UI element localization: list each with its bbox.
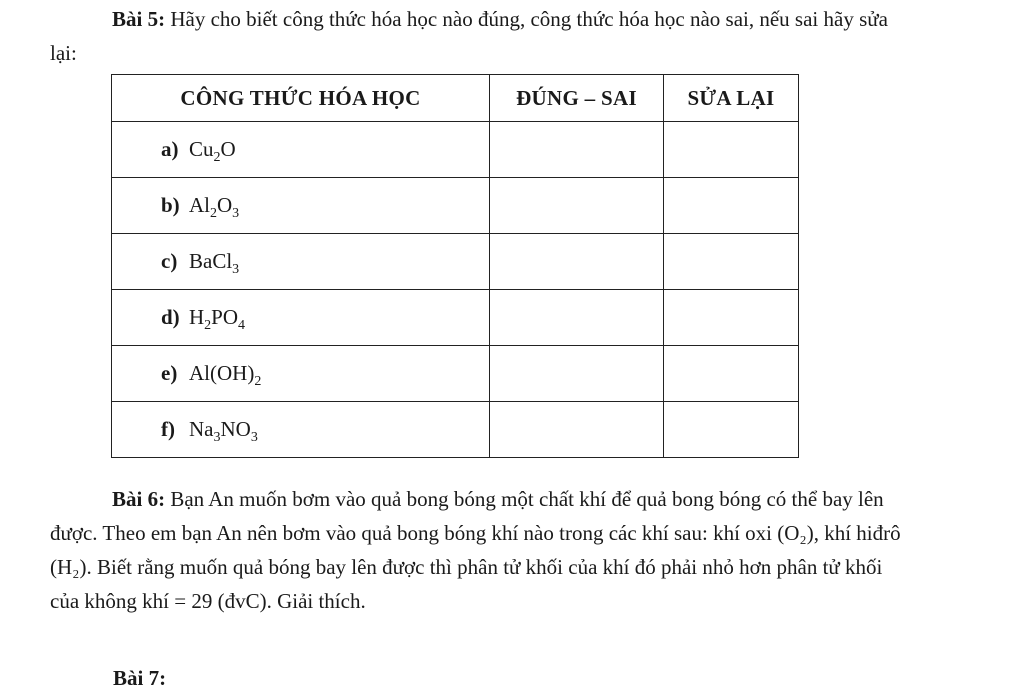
formula-cell bbox=[112, 178, 490, 234]
exercise-5-text: Hãy cho biết công thức hóa học nào đúng, công thức hóa học nào sai, nếu sai hãy sửa lại: bbox=[50, 7, 888, 65]
table-row bbox=[112, 346, 799, 402]
table-row bbox=[112, 122, 799, 178]
right-wrong-cell[interactable] bbox=[490, 290, 664, 346]
correction-cell[interactable] bbox=[664, 346, 799, 402]
formula-cell bbox=[112, 234, 490, 290]
chemical-formula: BaCl$_3$ bbox=[189, 249, 240, 277]
table-row bbox=[112, 234, 799, 290]
header-right-wrong: ĐÚNG – SAI bbox=[490, 75, 664, 122]
right-wrong-cell[interactable] bbox=[490, 346, 664, 402]
table-row bbox=[112, 290, 799, 346]
exercise-5-label: Bài 5: bbox=[112, 7, 166, 31]
header-formula: CÔNG THỨC HÓA HỌC bbox=[112, 75, 490, 122]
row-letter: f) bbox=[161, 417, 175, 441]
row-letter: a) bbox=[161, 137, 179, 161]
row-letter: d) bbox=[161, 305, 180, 329]
chemical-formula: $Al_2O_3$ bbox=[189, 193, 240, 221]
formula-cell bbox=[112, 290, 490, 346]
row-letter: b) bbox=[161, 193, 180, 217]
formula-cell bbox=[112, 402, 490, 458]
right-wrong-cell[interactable] bbox=[490, 178, 664, 234]
row-letter: e) bbox=[161, 361, 178, 385]
correction-cell[interactable] bbox=[664, 178, 799, 234]
right-wrong-cell[interactable] bbox=[490, 122, 664, 178]
chemical-formula: $Cu_2O$ bbox=[189, 137, 236, 165]
exercise-6-text: Bạn An muốn bơm vào quả bong bóng một chất khí để quả bong bóng có thể bay lên được. Theo em bạn An nên bơm vào quả bong bóng khí nào trong các khí sau: khí oxi (O₂), khí hiđrô (H₂). Biết rằng muốn quả bóng bay lên được thì phân tử khối của khí đó phải nhỏ hơn phân tử khối của không khí = 29 (đvC). Giải thích. bbox=[50, 487, 901, 613]
table-row bbox=[112, 178, 799, 234]
exercise-6 bbox=[50, 482, 910, 618]
chemical-formula: $Al(OH)_2$ bbox=[189, 361, 262, 389]
chemical-formula: $H_2PO_4$ bbox=[189, 305, 246, 333]
formula-table bbox=[111, 74, 799, 458]
header-correction: SỬA LẠI bbox=[664, 75, 799, 122]
correction-cell[interactable] bbox=[664, 234, 799, 290]
correction-cell[interactable] bbox=[664, 122, 799, 178]
right-wrong-cell[interactable] bbox=[490, 234, 664, 290]
formula-cell bbox=[112, 346, 490, 402]
correction-cell[interactable] bbox=[664, 290, 799, 346]
table-row bbox=[112, 402, 799, 458]
chemical-formula: $Na_3NO_3$ bbox=[189, 417, 258, 445]
right-wrong-cell[interactable] bbox=[490, 402, 664, 458]
correction-cell[interactable] bbox=[664, 402, 799, 458]
formula-cell bbox=[112, 122, 490, 178]
exercise-5 bbox=[50, 2, 910, 70]
exercise-6-label: Bài 6: bbox=[112, 487, 166, 511]
row-letter: c) bbox=[161, 249, 178, 273]
exercise-7-label-cut: Bài 7: bbox=[113, 666, 167, 690]
